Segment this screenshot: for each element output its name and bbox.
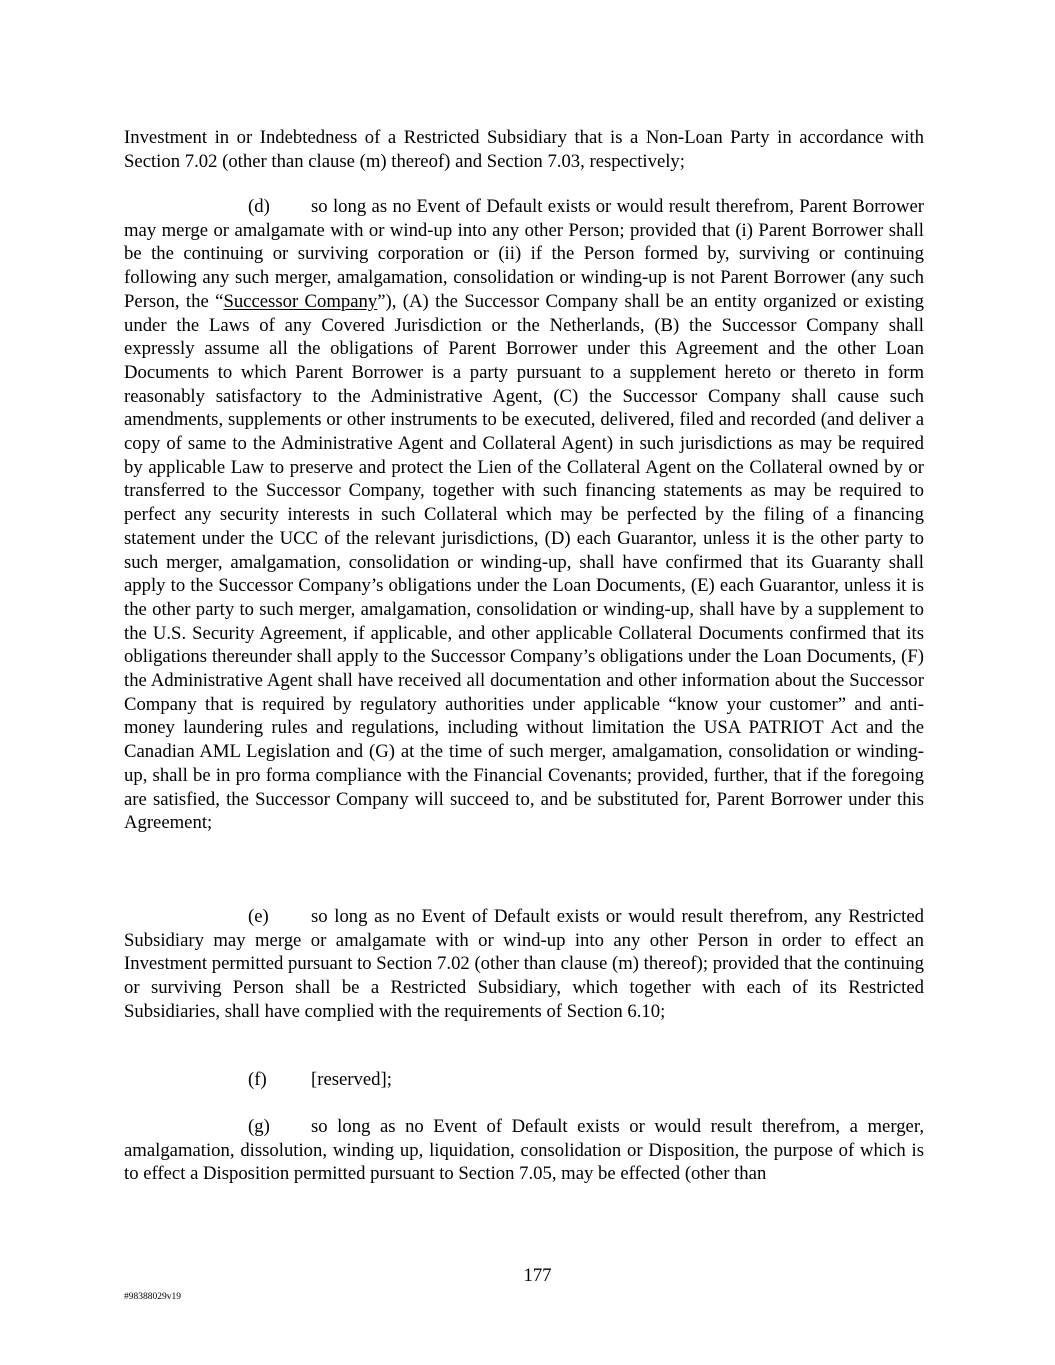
clause-f-marker: (f) (248, 1069, 267, 1090)
clause-d-paragraph (124, 195, 924, 835)
clause-d-text-after: ”), (A) the Successor Company shall be an entity organized or existing under the Laws of any Covered Jurisdiction or the Netherlands, (B) the Successor Company shall expressly assume all the obligations of Parent Borrower under this Agreement and the other Loan Documents to which Parent Borrower is a party pursuant to a supplement hereto or thereto in form reasonably satisfactory to the Administrative Agent, (C) the Successor Company shall cause such amendments, supplements or other instruments to be executed, delivered, filed and recorded (and deliver a copy of same to the Administrative Agent and Collateral Agent) in such jurisdictions as may be required by applicable Law to preserve and protect the Lien of the Collateral Agent on the Collateral owned by or transferred to the Successor Company, together with such financing statements as may be required to perfect any security interests in such Collateral which may be perfected by the filing of a financing statement under the UCC of the relevant jurisdictions, (D) each Guarantor, unless it is the other party to such merger, amalgamation, consolidation or winding-up, shall have confirmed that its Guaranty shall apply to the Successor Company’s obligations under the Loan Documents, (E) each Guarantor, unless it is the other party to such merger, amalgamation, consolidation or winding-up, shall have by a supplement to the U.S. Security Agreement, if applicable, and other applicable Collateral Documents confirmed that its obligations thereunder shall apply to the Successor Company’s obligations under the Loan Documents, (F) the Administrative Agent shall have received all documentation and other information about the Successor Company that is required by regulatory authorities under applicable “know your customer” and anti-money laundering rules and regulations, including without limitation the USA PATRIOT Act and the Canadian AML Legislation and (G) at the time of such merger, amalgamation, consolidation or winding-up, shall be in pro forma compliance with the Financial Covenants; provided, further, that if the foregoing are satisfied, the Successor Company will succeed to, and be substituted for, Parent Borrower under this Agreement; (124, 290, 925, 834)
clause-f-text (124, 1068, 924, 1092)
clause-g-marker: (g) (248, 1116, 270, 1137)
clause-f-body: [reserved]; (311, 1069, 392, 1090)
clause-g-body: so long as no Event of Default exists or would result therefrom, a merger, amalgamation, dissolution, winding up, liquidation, consolidation or Disposition, the purpose of which is to effect a Disposition permitted pursuant to Section 7.05, may be effected (other than (124, 1116, 924, 1185)
page-number: 177 (523, 1265, 552, 1286)
clause-e-body: so long as no Event of Default exists or would result therefrom, any Restricted Subsidiary may merge or amalgamate with or wind-up into any other Person in order to effect an Investment permitted pursuant to Section 7.02 (other than clause (m) thereof); provided that the continuing or surviving Person shall be a Restricted Subsidiary, which together with each of its Restricted Subsidiaries, shall have complied with the requirements of Section 6.10; (124, 906, 924, 1022)
clause-g-text (124, 1115, 924, 1186)
clause-d-text (124, 195, 924, 835)
continuation-paragraph (124, 126, 924, 173)
continuation-text: Investment in or Indebtedness of a Restricted Subsidiary that is a Non-Loan Party in accordance with Section 7.02 (other than clause (m) thereof) and Section 7.03, respectively; (124, 127, 924, 172)
clause-f-paragraph (124, 1068, 924, 1092)
defined-term-successor-company: Successor Company (223, 290, 378, 312)
document-id: #98388029v19 (124, 1292, 181, 1302)
clause-d-text-before: so long as no Event of Default exists or would result therefrom, Parent Borrower may merge or amalgamate with or wind-up into any other Person; provided that (i) Parent Borrower shall be the continuing or surviving corporation or (ii) if the Person formed by, surviving or continuing following any such merger, amalgamation, consolidation or winding-up is not Parent Borrower (any such Person, the “ (124, 196, 924, 312)
clause-e-paragraph (124, 905, 924, 1024)
clause-g-paragraph (124, 1115, 924, 1186)
clause-d-marker: (d) (248, 196, 270, 217)
clause-e-text (124, 905, 924, 1024)
clause-e-marker: (e) (248, 906, 269, 927)
